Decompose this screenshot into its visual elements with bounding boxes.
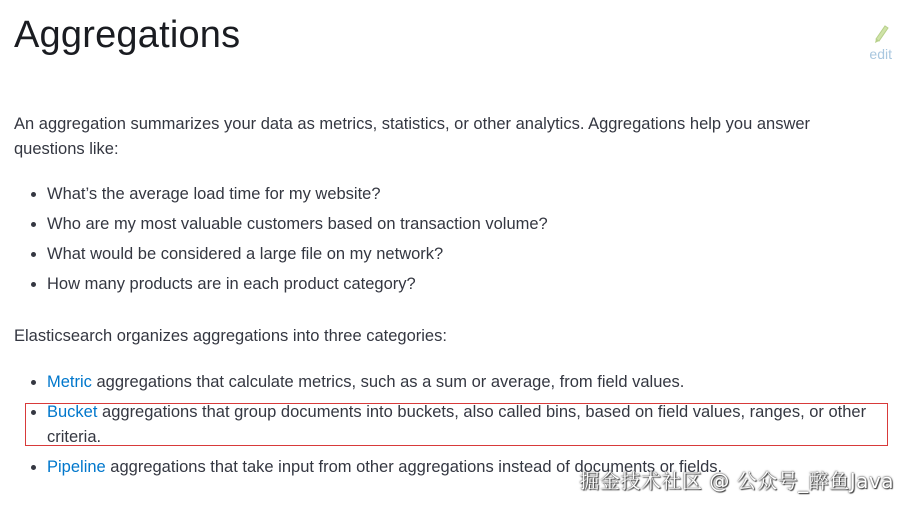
edit-link[interactable] <box>869 22 892 62</box>
list-item: • How many products are in each product category? <box>47 272 897 297</box>
list-item: • Who are my most valuable customers based on transaction volume? <box>47 212 897 237</box>
edit-label: edit <box>869 46 892 62</box>
list-item <box>47 400 897 449</box>
list-item: • What’s the average load time for my website? <box>47 182 897 207</box>
categories-intro: Elasticsearch organizes aggregations into three categories: <box>14 327 447 345</box>
category-description: aggregations that group documents into buckets, also called bins, based on field values, ranges, or other criteria. <box>47 403 867 446</box>
watermark: 掘金技术社区 @ 公众号_醉鱼Java <box>579 469 894 493</box>
questions-list <box>22 182 897 302</box>
page-title: Aggregations <box>14 14 241 56</box>
category-description: aggregations that calculate metrics, such as a sum or average, from field values. <box>91 373 685 391</box>
list-item: • What would be considered a large file on my network? <box>47 242 897 267</box>
pencil-icon <box>872 22 890 46</box>
intro-paragraph: An aggregation summarizes your data as metrics, statistics, or other analytics. Aggregations help you answer questions like: <box>14 115 811 158</box>
metric-link[interactable]: Metric <box>47 373 92 391</box>
list-item <box>47 370 897 395</box>
bucket-link[interactable]: Bucket <box>47 403 98 421</box>
category-description: aggregations that take input from other aggregations instead of documents or fields. <box>105 457 723 476</box>
pipeline-link[interactable]: Pipeline <box>47 457 106 476</box>
